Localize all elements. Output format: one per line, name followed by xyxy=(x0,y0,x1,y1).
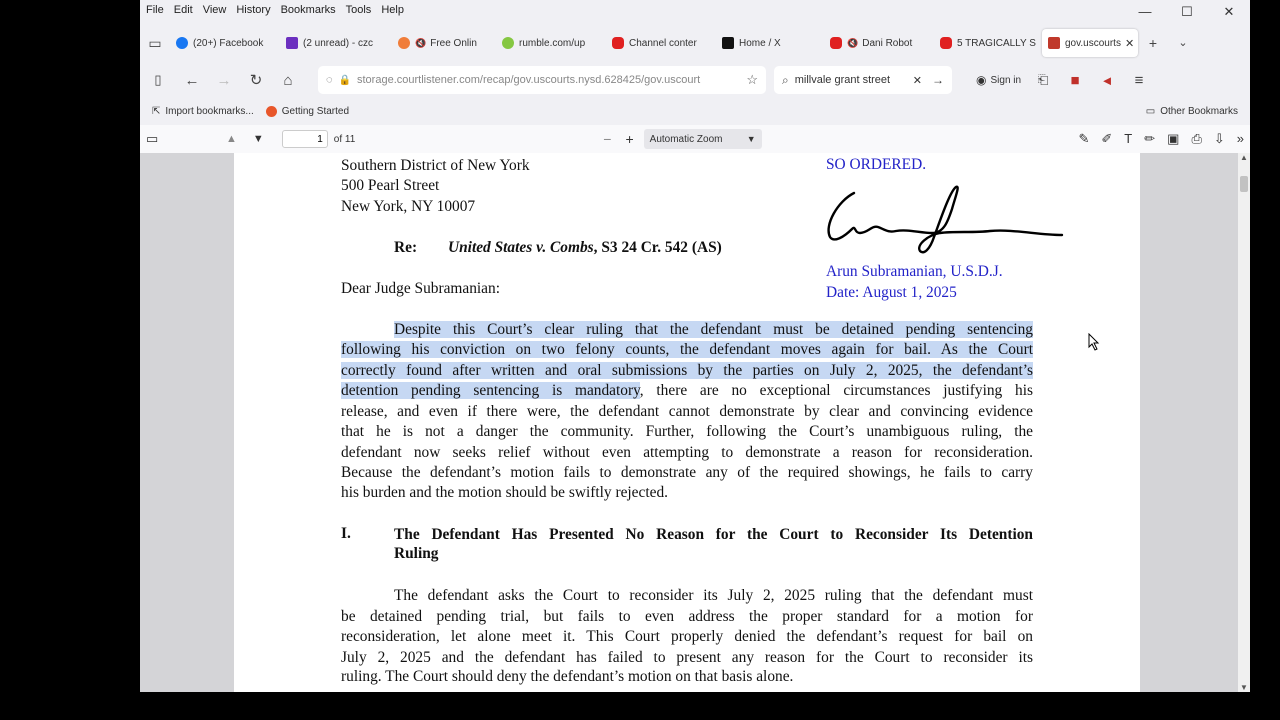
menu-file[interactable]: File xyxy=(146,4,164,16)
zoom-select[interactable]: Automatic Zoom ▼ xyxy=(644,129,762,149)
order-date: Date: August 1, 2025 xyxy=(826,284,957,301)
forward-icon[interactable]: → xyxy=(216,71,232,89)
previous-page-icon[interactable]: ▲ xyxy=(226,133,237,145)
mute-icon: 🔇 xyxy=(415,37,427,48)
list-tabs-icon[interactable]: ⌄ xyxy=(1178,37,1188,49)
tab-channel-content[interactable]: Channel conter xyxy=(606,29,716,57)
judge-signature xyxy=(824,181,1064,259)
re-label: Re: xyxy=(394,239,418,256)
firefox-icon xyxy=(266,106,277,117)
image-icon[interactable]: ▣ xyxy=(1167,131,1180,146)
mouse-cursor-icon xyxy=(1088,333,1100,351)
free-online-icon xyxy=(398,37,410,49)
tab-rumble[interactable]: rumble.com/up xyxy=(496,29,606,57)
folder-icon: ▭ xyxy=(1145,105,1156,117)
mail-icon xyxy=(286,37,298,49)
para1-line8: Because the defendant’s motion fails to demonstrate any of the required showings, he fails to carry xyxy=(341,464,1033,481)
youtube-icon xyxy=(612,37,624,49)
search-bar[interactable] xyxy=(774,66,952,94)
para2-line2: be detained pending trial, but fails to even address the proper standard for a motion for xyxy=(341,608,1033,625)
re-line: United States v. Combs, S3 24 Cr. 542 (AS) xyxy=(448,239,722,256)
tab-free-online[interactable]: 🔇 Free Onlin xyxy=(392,29,496,57)
go-arrow-icon[interactable]: → xyxy=(932,73,944,87)
bookmark-star-icon[interactable]: ☆ xyxy=(746,72,758,87)
para1-line2: following his conviction on two felony counts, the defendant moves again for bail. As the Court xyxy=(341,341,1033,358)
menu-help[interactable]: Help xyxy=(381,4,404,16)
scroll-down-icon[interactable]: ▼ xyxy=(1240,683,1248,692)
heading-line2: Ruling xyxy=(394,545,439,562)
so-ordered: SO ORDERED. xyxy=(826,156,927,173)
heading-line1: The Defendant Has Presented No Reason for the Court to Reconsider Its Detention xyxy=(394,526,1033,543)
lock-icon: 🔒 xyxy=(338,74,351,86)
para2-line5: ruling. The Court should deny the defendant’s motion on that basis alone. xyxy=(341,668,794,685)
toggle-sidebar-icon[interactable]: ▭ xyxy=(146,131,159,146)
home-icon[interactable]: ⌂ xyxy=(283,71,293,89)
para1-line9: his burden and the motion should be swiftly rejected. xyxy=(341,484,668,501)
scrollbar-thumb[interactable] xyxy=(1240,176,1248,192)
pdf-page xyxy=(234,153,1140,692)
reload-icon[interactable]: ↻ xyxy=(249,72,263,89)
rumble-icon xyxy=(502,37,514,49)
new-tab-icon[interactable]: + xyxy=(1148,35,1158,51)
menu-bookmarks[interactable]: Bookmarks xyxy=(280,4,336,16)
pdf-icon xyxy=(1048,37,1060,49)
browser-window xyxy=(140,0,1250,692)
page-number-input[interactable] xyxy=(282,130,328,148)
close-tab-icon[interactable]: ✕ xyxy=(1124,37,1135,50)
megaphone-icon[interactable]: ◄ xyxy=(1100,72,1114,88)
import-icon: ⇱ xyxy=(152,105,161,117)
pdf-viewer[interactable] xyxy=(140,153,1238,692)
youtube-icon xyxy=(830,37,842,49)
clear-search-icon[interactable]: ✕ xyxy=(912,74,922,87)
judge-name: Arun Subramanian, U.S.D.J. xyxy=(826,263,1003,280)
highlight-icon[interactable]: ✎ xyxy=(1078,131,1090,146)
youtube-icon xyxy=(940,37,952,49)
maximize-button[interactable]: ☐ xyxy=(1181,4,1193,19)
more-tools-icon[interactable]: » xyxy=(1236,131,1244,146)
tab-overview-icon[interactable]: ▭ xyxy=(148,35,162,51)
addon-icon[interactable]: ■ xyxy=(1070,71,1080,89)
heading-number: I. xyxy=(341,525,351,542)
para1-line5: release, and even if there were, the defendant cannot demonstrate by clear and convincing evidence xyxy=(341,403,1033,420)
tab-bar xyxy=(140,28,1250,58)
print-icon[interactable]: ⎙ xyxy=(1191,131,1202,146)
tab-dani-robot[interactable]: 🔇 Dani Robot xyxy=(824,29,934,57)
bookmarks-toolbar xyxy=(140,101,1250,121)
pen-icon[interactable]: ✏ xyxy=(1144,131,1156,146)
account-icon: ◉ xyxy=(976,73,987,87)
para1-line4: detention pending sentencing is mandatory, there are no exceptional circumstances justifying his xyxy=(341,382,1033,399)
chevron-down-icon: ▼ xyxy=(746,134,756,144)
tab-gov-uscourts[interactable]: gov.uscourts ✕ xyxy=(1042,29,1138,57)
url-text: storage.courtlistener.com/recap/gov.uscourts.nysd.628425/gov.uscourt xyxy=(357,74,701,86)
zoom-in-icon[interactable]: + xyxy=(625,131,634,147)
sidebar-icon[interactable]: ▯ xyxy=(154,72,162,87)
menu-tools[interactable]: Tools xyxy=(345,4,372,16)
app-menu-icon[interactable]: ≡ xyxy=(1134,71,1144,89)
vertical-scrollbar[interactable] xyxy=(1238,153,1250,692)
scroll-up-icon[interactable]: ▲ xyxy=(1240,153,1248,162)
next-page-icon[interactable]: ▼ xyxy=(252,133,264,145)
minimize-button[interactable]: — xyxy=(1138,4,1152,19)
close-window-button[interactable]: ✕ xyxy=(1223,4,1235,19)
page-count: of 11 xyxy=(333,133,356,145)
other-bookmarks[interactable]: ▭ Other Bookmarks xyxy=(1145,105,1238,117)
para2-line4: July 2, 2025 and the defendant has failed to present any reason for the Court to reconsider its xyxy=(341,649,1033,666)
menu-bar xyxy=(140,0,1080,20)
extensions-icon[interactable]: ⎗ xyxy=(1037,72,1049,87)
para2-line1: The defendant asks the Court to reconsider its July 2, 2025 ruling that the defendant must xyxy=(394,587,1033,604)
menu-view[interactable]: View xyxy=(202,4,227,16)
x-logo-icon xyxy=(722,37,734,49)
search-icon: ⌕ xyxy=(782,72,789,87)
sign-in-button[interactable]: ◉ Sign in xyxy=(976,73,1022,87)
draw-icon[interactable]: ✐ xyxy=(1101,131,1113,146)
address-line-2: 500 Pearl Street xyxy=(341,177,440,194)
para2-line3: reconsideration, let alone meet it. This Court properly denied the defendant’s request for bail on xyxy=(341,628,1033,645)
address-line-1: Southern District of New York xyxy=(341,157,530,174)
para1-line3: correctly found after written and oral submissions by the parties on July 2, 2025, the defendant’s xyxy=(341,362,1033,379)
salutation: Dear Judge Subramanian: xyxy=(341,280,500,297)
getting-started-bookmark[interactable]: Getting Started xyxy=(266,106,349,117)
tab-mail[interactable]: (2 unread) - czc xyxy=(280,29,392,57)
navigation-bar xyxy=(140,63,1250,97)
shield-icon: ◌ xyxy=(326,74,333,86)
zoom-out-icon[interactable]: − xyxy=(603,131,612,147)
menu-edit[interactable]: Edit xyxy=(173,4,193,16)
window-controls xyxy=(1124,0,1250,24)
pdf-toolbar xyxy=(140,125,1250,154)
text-tool-icon[interactable]: T xyxy=(1124,131,1133,146)
url-bar[interactable] xyxy=(318,66,766,94)
tab-tragically[interactable]: 5 TRAGICALLY S xyxy=(934,29,1042,57)
para1-line7: defendant now seeks relief without even attempting to demonstrate a reason for reconsideration. xyxy=(341,444,1033,461)
tab-home-x[interactable]: Home / X xyxy=(716,29,824,57)
address-line-3: New York, NY 10007 xyxy=(341,198,476,215)
menu-history[interactable]: History xyxy=(236,4,271,16)
facebook-icon xyxy=(176,37,188,49)
para1-line6: that he is not a danger the community. Further, following the Court’s unambiguous ruling, the xyxy=(341,423,1033,440)
mute-icon: 🔇 xyxy=(847,37,859,48)
para1-line1: Despite this Court’s clear ruling that the defendant must be detained pending sentencing xyxy=(394,321,1033,338)
back-icon[interactable]: ← xyxy=(184,71,200,89)
import-bookmarks[interactable]: ⇱ Import bookmarks... xyxy=(152,105,254,117)
save-icon[interactable]: ⇩ xyxy=(1213,131,1225,146)
search-text: millvale grant street xyxy=(794,74,891,86)
tab-facebook[interactable]: (20+) Facebook xyxy=(170,29,280,57)
